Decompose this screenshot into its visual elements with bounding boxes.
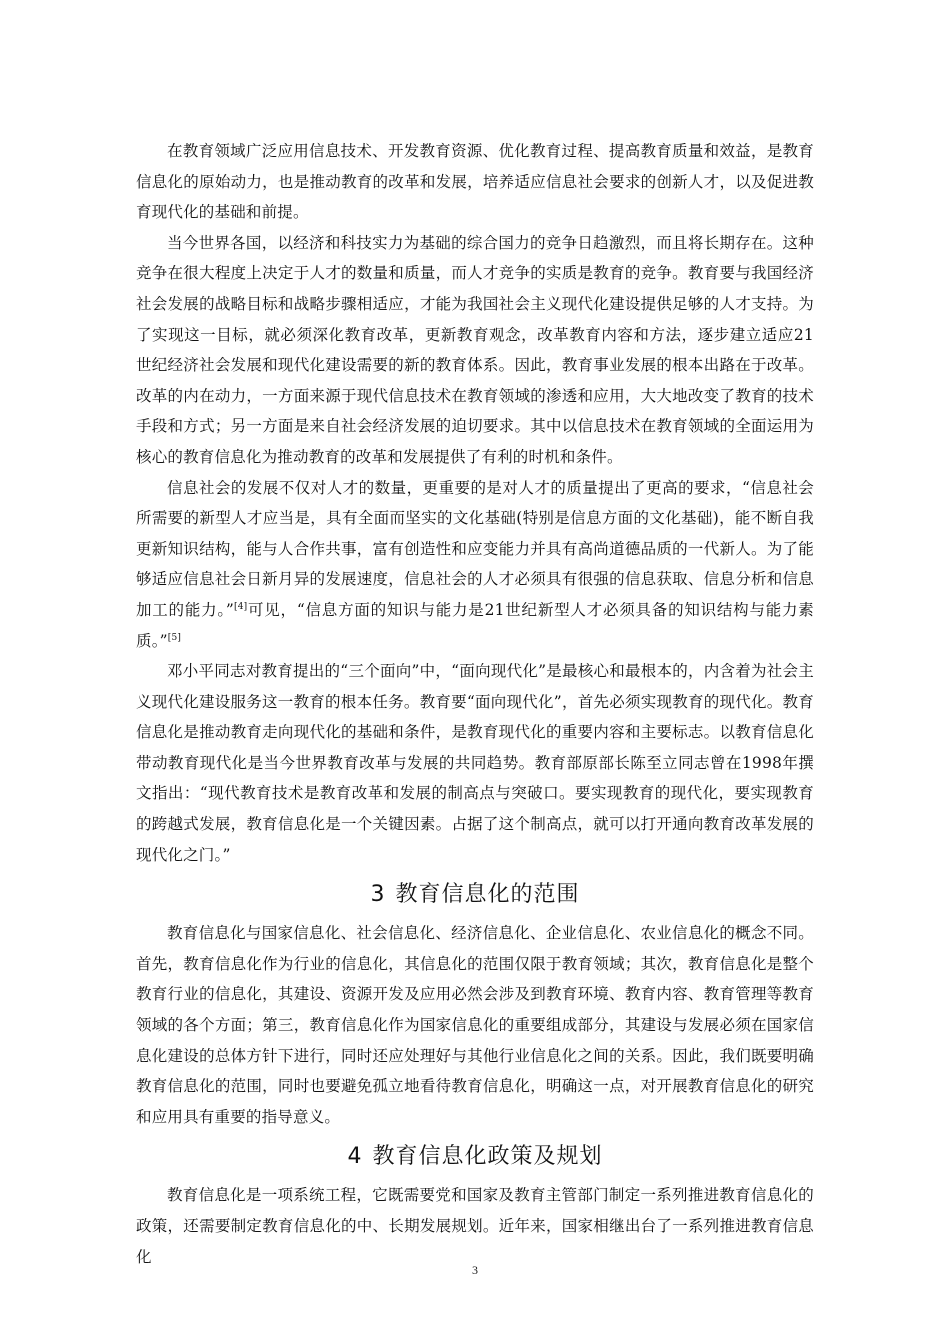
paragraph-modernization: 邓小平同志对教育提出的“三个面向”中，“面向现代化”是最核心和最根本的，内含着为社会主义现代化建设服务这一教育的根本任务。教育要“面向现代化”，首先必须实现教育的现代化。教育信息化是推动教育走向现代化的基础和条件，是教育现代化的重要内容和主要标志。以教育信息化带动教育现代化是当今世界教育改革与发展的共同趋势。教育部原部长陈至立同志曾在1998年撰文指出：“现代教育技术是教育改革和发展的制高点与突破口。要实现教育的现代化，要实现教育的跨越式发展，教育信息化是一个关键因素。占据了这个制高点，就可以打开通向教育改革发展的现代化之门。” <box>136 662 814 864</box>
citation-ref-5: [5] <box>167 632 182 643</box>
section-4-paragraph: 教育信息化是一项系统工程，它既需要党和国家及教育主管部门制定一系列推进教育信息化的政策，还需要制定教育信息化的中、长期发展规划。近年来，国家相继出台了一系列推进教育信息化 <box>136 1186 814 1266</box>
paragraph-information-society <box>136 473 814 657</box>
paragraph-quote-part2: 可见，“信息方面的知识与能力是21世纪新型人才必须具备的知识结构与能力素质。” <box>136 600 814 650</box>
section-3-heading <box>136 876 814 914</box>
section-4-title: 教育信息化政策及规划 <box>372 1144 603 1170</box>
section-3-number: 3 <box>370 882 386 908</box>
page-body <box>136 136 814 1272</box>
paragraph-competition: 当今世界各国，以经济和科技实力为基础的综合国力的竞争日趋激烈，而且将长期存在。这种竞争在很大程度上决定于人才的数量和质量，而人才竞争的实质是教育的竞争。教育要与我国经济社会发展的战略目标和战略步骤相适应，才能为我国社会主义现代化建设提供足够的人才支持。为了实现这一目标，就必须深化教育改革，更新教育观念，改革教育内容和方法，逐步建立适应21世纪经济社会发展和现代化建设需要的新的教育体系。因此，教育事业发展的根本出路在于改革。改革的内在动力，一方面来源于现代信息技术在教育领域的渗透和应用，大大地改变了教育的技术手段和方式；另一方面是来自社会经济发展的迫切要求。其中以信息技术在教育领域的全面运用为核心的教育信息化为推动教育的改革和发展提供了有利的时机和条件。 <box>136 233 814 466</box>
section-4-heading <box>136 1138 814 1176</box>
citation-ref-4: [4] <box>234 601 248 612</box>
section-3-paragraph: 教育信息化与国家信息化、社会信息化、经济信息化、企业信息化、农业信息化的概念不同。首先，教育信息化作为行业的信息化，其信息化的范围仅限于教育领域；其次，教育信息化是整个教育行业的信息化，其建设、资源开发及应用必然会涉及到教育环境、教育内容、教育管理等教育领域的各个方面；第三，教育信息化作为国家信息化的重要组成部分，其建设与发展必须在国家信息化建设的总体方针下进行，同时还应处理好与其他行业信息化之间的关系。因此，我们既要明确教育信息化的范围，同时也要避免孤立地看待教育信息化，明确这一点，对开展教育信息化的研究和应用具有重要的指导意义。 <box>136 924 814 1126</box>
paragraph-driving-force: 在教育领域广泛应用信息技术、开发教育资源、优化教育过程、提高教育质量和效益，是教育信息化的原始动力，也是推动教育的改革和发展，培养适应信息社会要求的创新人才，以及促进教育现代化的基础和前提。 <box>136 142 814 222</box>
section-3-title: 教育信息化的范围 <box>395 882 580 908</box>
paragraph-quote-part1: 信息社会的发展不仅对人才的数量，更重要的是对人才的质量提出了更高的要求，“信息社会所需要的新型人才应当是，具有全面而坚实的文化基础(特别是信息方面的文化基础)，能不断自我更新知识结构，能与人合作共事，富有创造性和应变能力并具有高尚道德品质的一代新人。为了能够适应信息社会日新月异的发展速度，信息社会的人才必须具有很强的信息获取、信息分析和信息加工的能力。” <box>136 478 814 619</box>
section-4-number: 4 <box>347 1144 363 1170</box>
page-number: 3 <box>472 1263 478 1277</box>
